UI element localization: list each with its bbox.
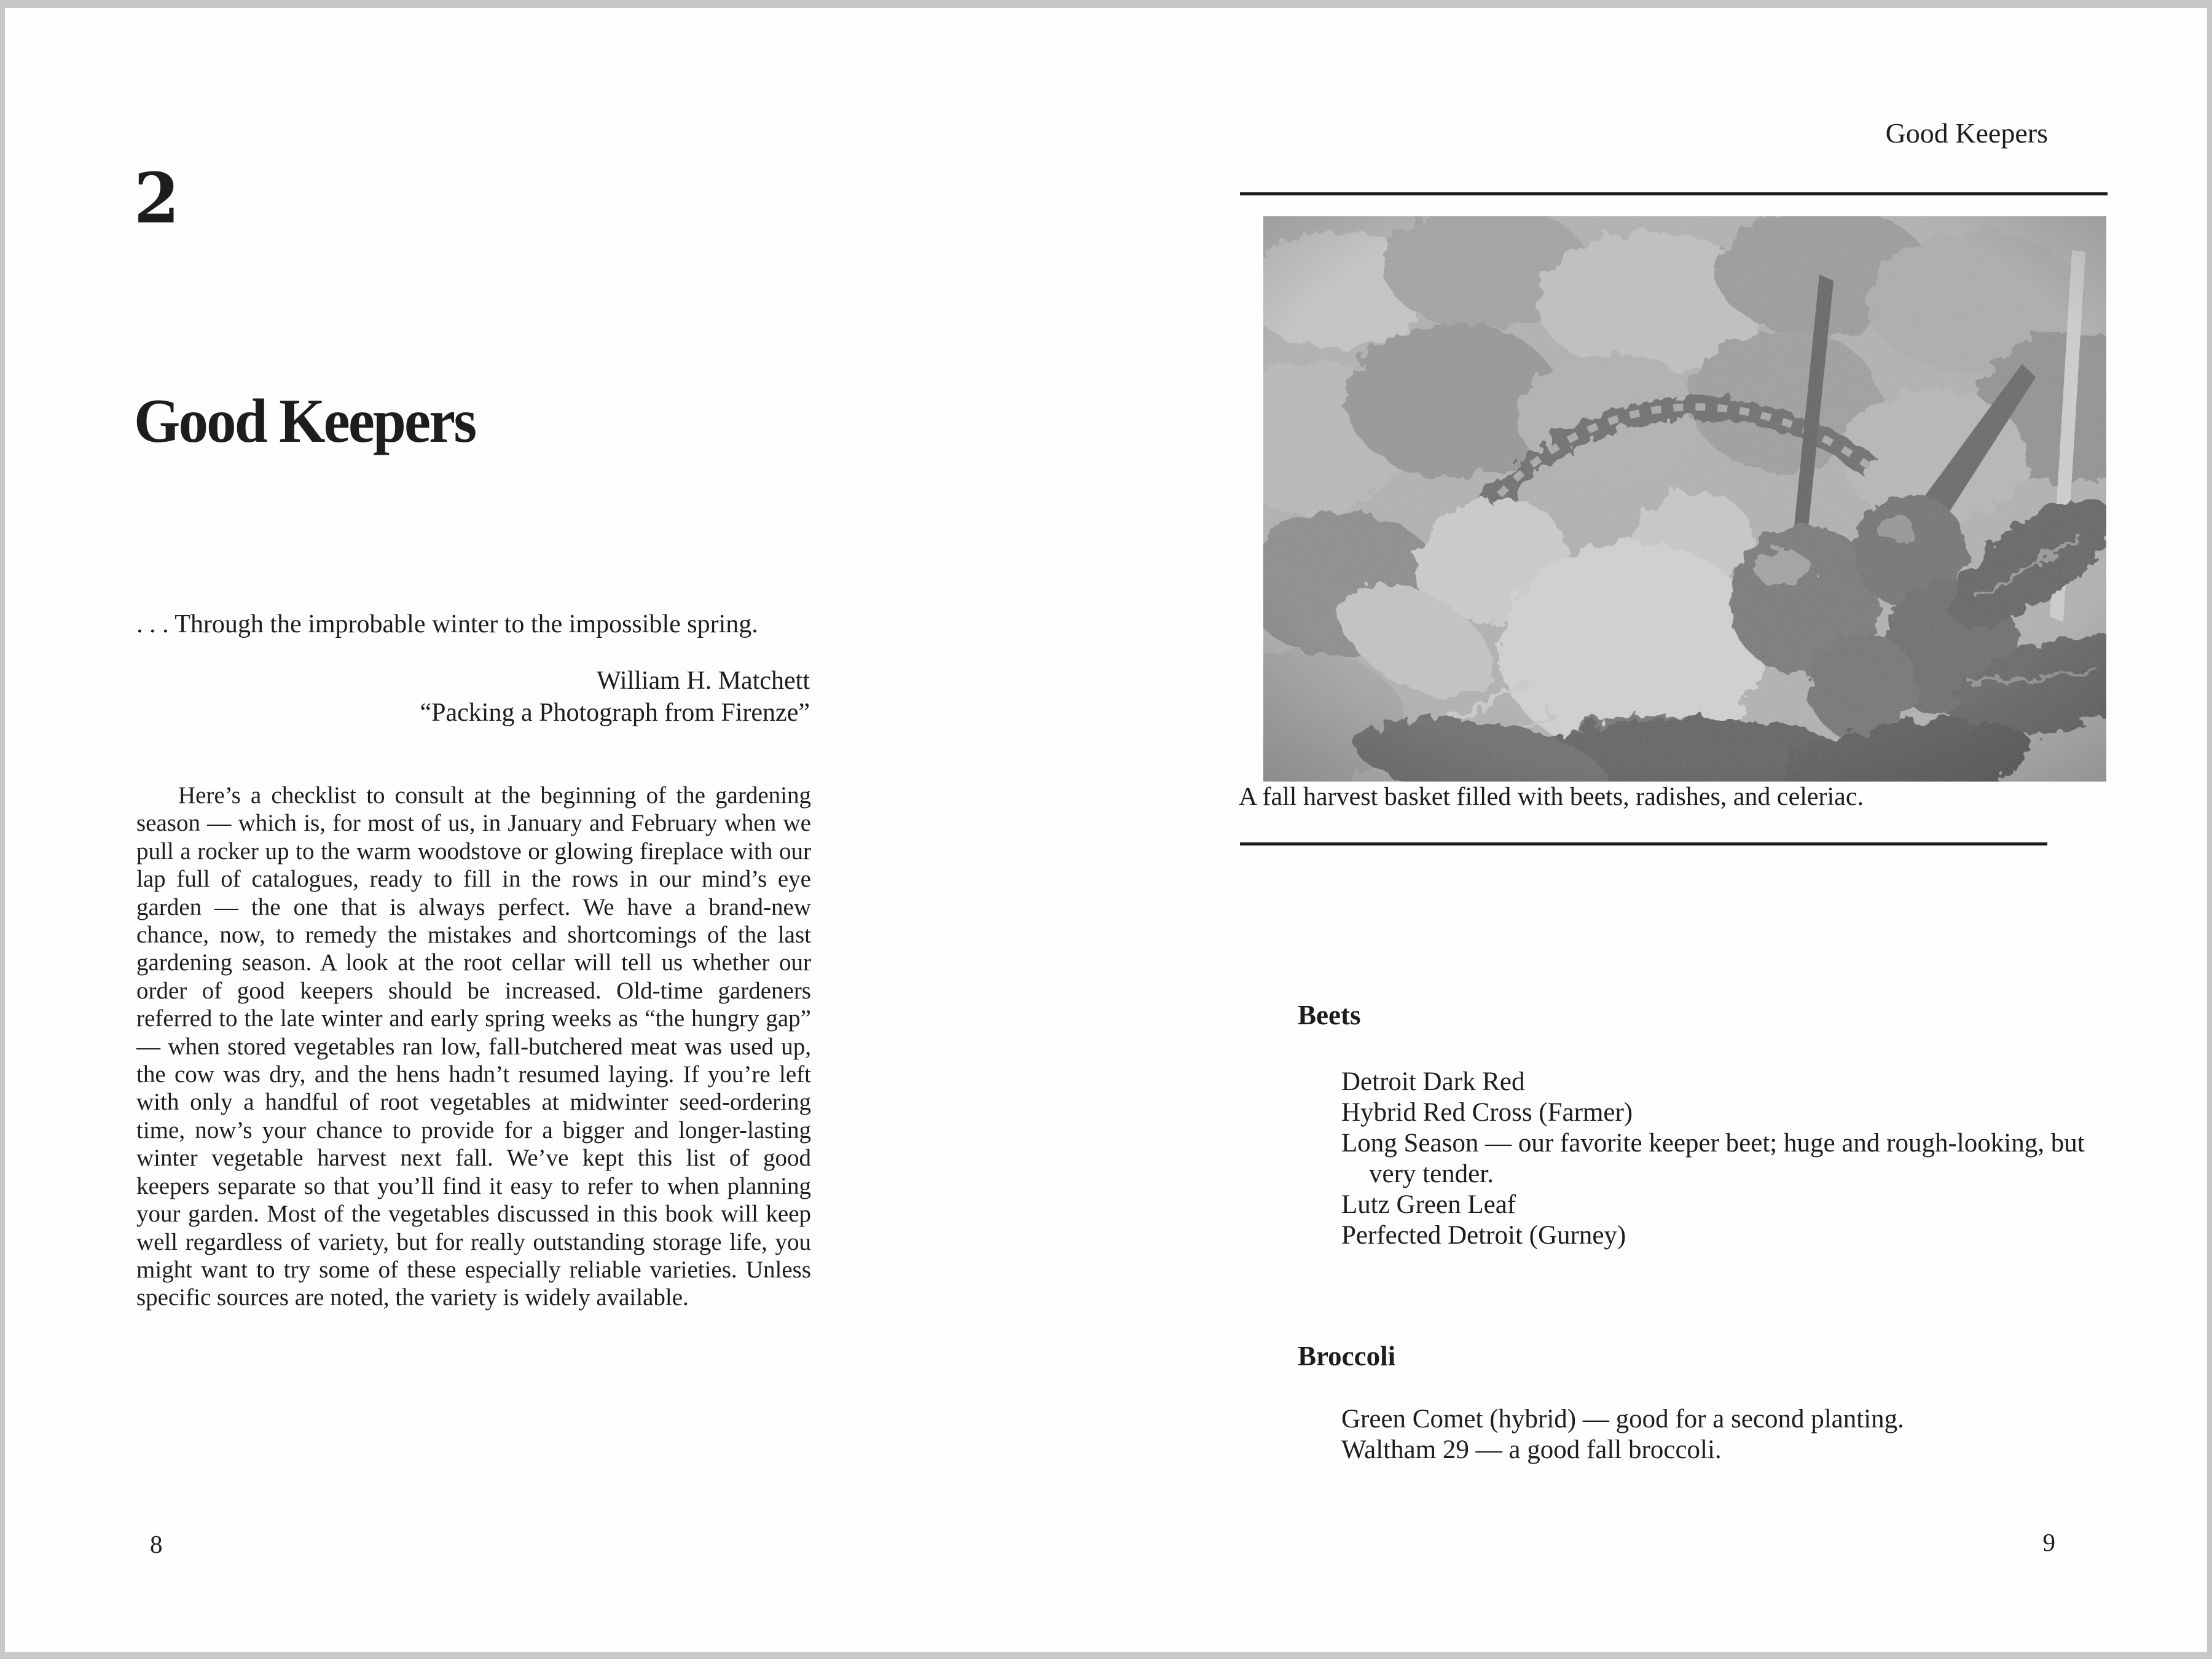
chapter-title: Good Keepers bbox=[134, 386, 476, 456]
variety-item: Waltham 29 — a good fall broccoli. bbox=[1341, 1435, 1722, 1464]
beets-heading: Beets bbox=[1298, 1000, 1361, 1030]
broccoli-heading: Broccoli bbox=[1298, 1341, 1396, 1371]
page-number-left: 8 bbox=[150, 1530, 163, 1558]
photo-vignette bbox=[1263, 216, 2106, 782]
photo-caption: A fall harvest basket filled with beets, radishes, and celeriac. bbox=[1239, 783, 1864, 811]
body-paragraph: Here’s a checklist to consult at the beginning of the gardening season — which is, for most of us, in January and February when we pull a rocker up to the warm woodstove or glowing fireplace with our lap full of catalogues, ready to fill in the rows in our mind’s eye garden — the one that is always perfect. We have a brand-new chance, now, to remedy the mistakes and shortcomings of the last gardening season. A look at the root cellar will tell us whether our order of good keepers should be increased. Old-time gardeners referred to the late winter and early spring weeks as “the hungry gap” — when stored vegetables ran low, fall-butchered meat was used up, the cow was dry, and the hens hadn’t resumed laying. If you’re left with only a handful of root vegetables at midwinter seed-ordering time, now’s your chance to provide for a bigger and longer-lasting winter vegetable harvest next fall. We’ve kept this list of good keepers separate so that you’ll find it easy to refer to when planning your garden. Most of the vegetables discussed in this book will keep well regardless of variety, but for really outstanding storage life, you might want to try some of these especially reliable varieties. Unless specific sources are noted, the variety is widely available. bbox=[136, 782, 811, 1311]
attribution-work: “Packing a Photograph from Firenze” bbox=[420, 699, 810, 727]
top-rule bbox=[1240, 192, 2108, 195]
harvest-photo-image bbox=[1263, 216, 2106, 782]
epigraph: . . . Through the improbable winter to the impossible spring. bbox=[136, 610, 758, 638]
variety-item: Perfected Detroit (Gurney) bbox=[1341, 1221, 1626, 1250]
bottom-rule bbox=[1240, 842, 2047, 845]
page-number-right: 9 bbox=[2042, 1528, 2055, 1556]
attribution-author: William H. Matchett bbox=[596, 667, 810, 695]
harvest-photo bbox=[1263, 216, 2106, 782]
variety-item: Detroit Dark Red bbox=[1341, 1067, 1525, 1096]
variety-item: Long Season — our favorite keeper beet; huge and rough-looking, but very tender. bbox=[1341, 1129, 2085, 1188]
variety-item: Lutz Green Leaf bbox=[1341, 1190, 1516, 1219]
variety-item: Hybrid Red Cross (Farmer) bbox=[1341, 1098, 1633, 1127]
chapter-number: 2 bbox=[134, 159, 180, 239]
running-head: Good Keepers bbox=[1885, 117, 2048, 149]
epigraph-attribution bbox=[136, 665, 810, 729]
broccoli-list bbox=[1341, 1404, 2106, 1465]
variety-item: Green Comet (hybrid) — good for a second planting. bbox=[1341, 1405, 1904, 1433]
beets-list bbox=[1341, 1067, 2106, 1251]
